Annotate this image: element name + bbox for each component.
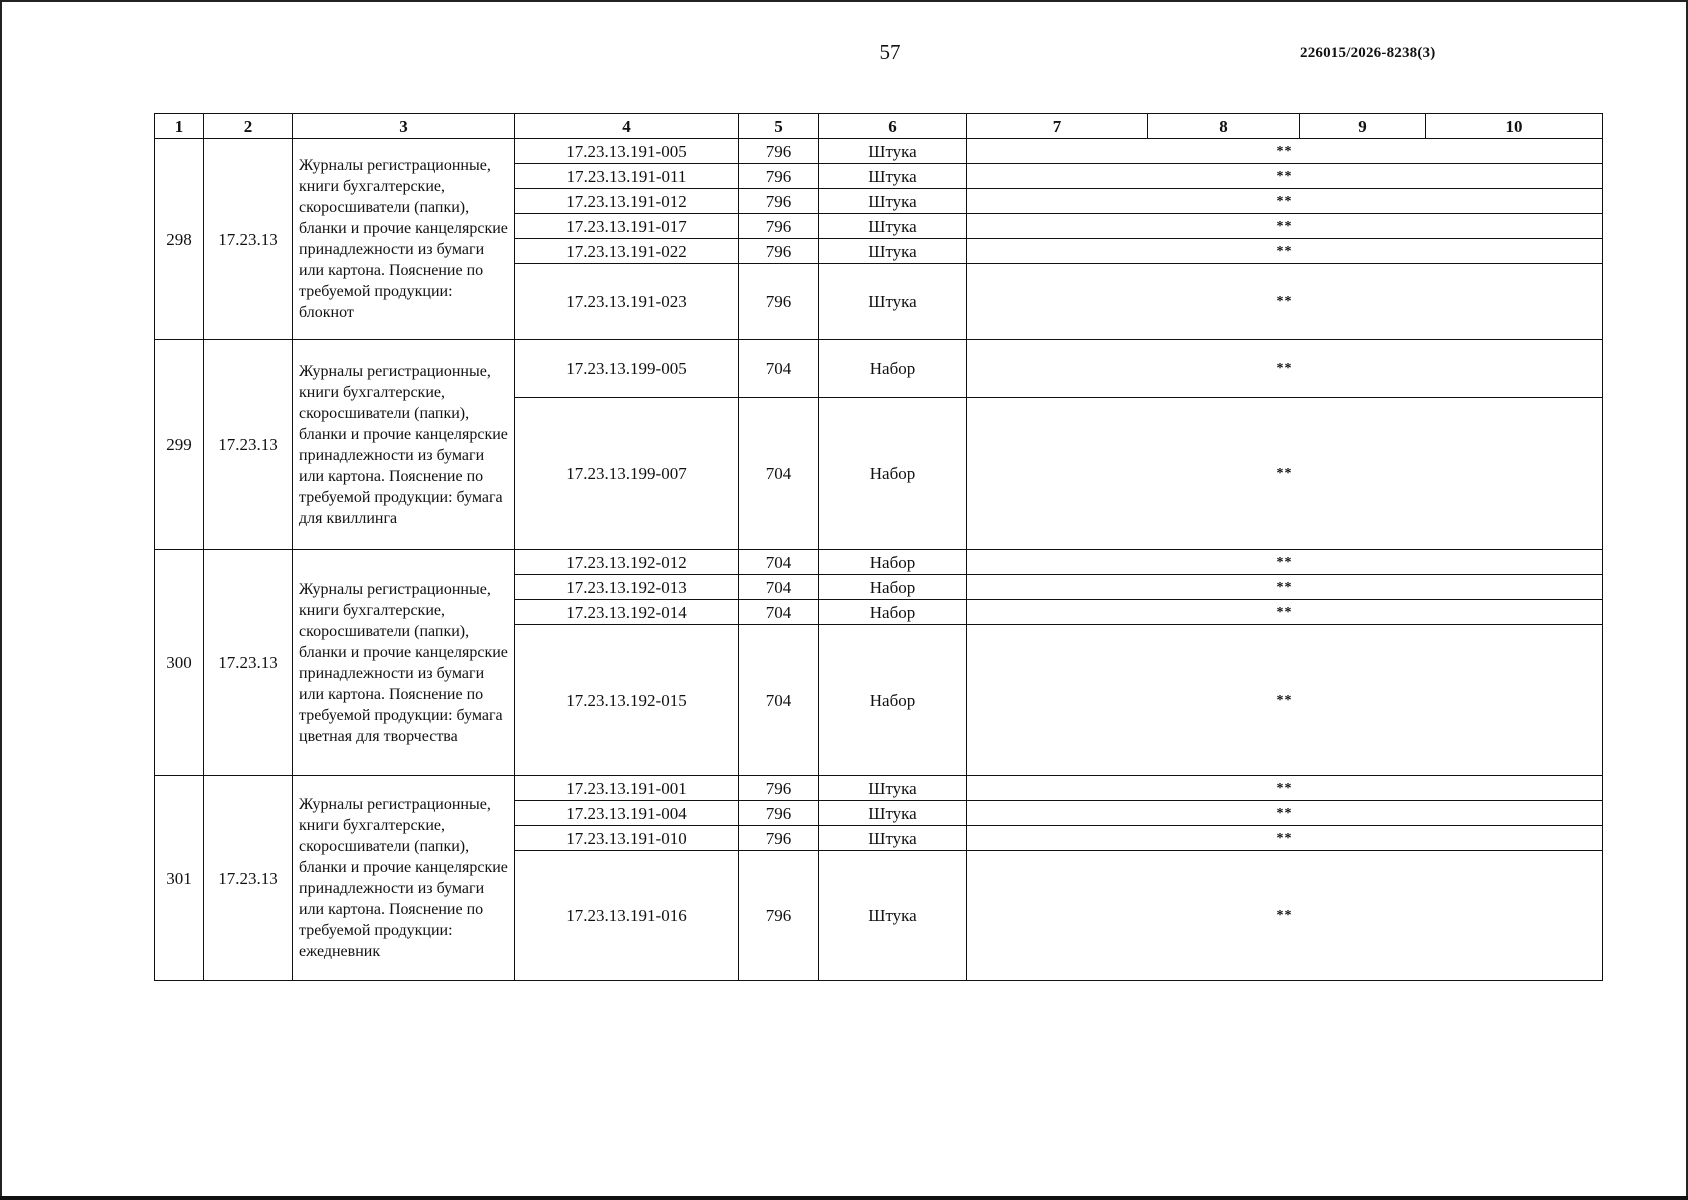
table-row (155, 776, 1603, 801)
header-col-8: 8 (1148, 114, 1300, 139)
item-code: 17.23.13.191-017 (515, 214, 739, 239)
okei-code: 796 (739, 801, 819, 826)
unit-name: Набор (819, 600, 967, 625)
unit-name: Штука (819, 239, 967, 264)
item-code: 17.23.13.191-012 (515, 189, 739, 214)
document-id: 226015/2026-8238(3) (1300, 45, 1436, 61)
item-code: 17.23.13.192-012 (515, 550, 739, 575)
characteristics-mark: ** (967, 214, 1603, 239)
characteristics-mark: ** (967, 776, 1603, 801)
okei-code: 704 (739, 550, 819, 575)
scan-edge-top (0, 0, 1688, 2)
header-col-2: 2 (204, 114, 293, 139)
okei-code: 796 (739, 239, 819, 264)
okei-code: 796 (739, 264, 819, 340)
okpd-code: 17.23.13 (204, 340, 293, 550)
okei-code: 704 (739, 600, 819, 625)
item-code: 17.23.13.192-014 (515, 600, 739, 625)
item-code: 17.23.13.192-015 (515, 625, 739, 776)
row-number: 301 (155, 776, 204, 981)
characteristics-mark: ** (967, 398, 1603, 550)
unit-name: Штука (819, 851, 967, 981)
item-code: 17.23.13.199-007 (515, 398, 739, 550)
characteristics-mark: ** (967, 801, 1603, 826)
item-code: 17.23.13.191-001 (515, 776, 739, 801)
page-number: 57 (879, 40, 901, 64)
unit-name: Штука (819, 801, 967, 826)
unit-name: Штука (819, 826, 967, 851)
okpd-code: 17.23.13 (204, 550, 293, 776)
okpd-code: 17.23.13 (204, 139, 293, 340)
item-code: 17.23.13.191-004 (515, 801, 739, 826)
header-col-9: 9 (1300, 114, 1426, 139)
characteristics-mark: ** (967, 340, 1603, 398)
unit-name: Набор (819, 398, 967, 550)
okei-code: 704 (739, 340, 819, 398)
characteristics-mark: ** (967, 851, 1603, 981)
characteristics-mark: ** (967, 826, 1603, 851)
okei-code: 796 (739, 214, 819, 239)
item-code: 17.23.13.192-013 (515, 575, 739, 600)
item-code: 17.23.13.191-005 (515, 139, 739, 164)
header-row (155, 114, 1603, 139)
row-number: 299 (155, 340, 204, 550)
okei-code: 796 (739, 776, 819, 801)
unit-name: Штука (819, 264, 967, 340)
table-row (155, 340, 1603, 398)
okei-code: 796 (739, 826, 819, 851)
product-description: Журналы регистрационные, книги бухгалтерские, скоросшиватели (папки), бланки и прочие канцелярские принадлежности из бумаги или картона. Пояснение по требуемой продукции: блокнот (293, 139, 515, 340)
unit-name: Штука (819, 776, 967, 801)
product-description: Журналы регистрационные, книги бухгалтерские, скоросшиватели (папки), бланки и прочие канцелярские принадлежности из бумаги или картона. Пояснение по требуемой продукции: бумага для квиллинга (293, 340, 515, 550)
header-col-7: 7 (967, 114, 1148, 139)
unit-name: Штука (819, 214, 967, 239)
item-code: 17.23.13.191-011 (515, 164, 739, 189)
okei-code: 704 (739, 625, 819, 776)
scan-edge-bottom (0, 1196, 1688, 1200)
header-col-3: 3 (293, 114, 515, 139)
header-col-1: 1 (155, 114, 204, 139)
characteristics-mark: ** (967, 164, 1603, 189)
header-col-6: 6 (819, 114, 967, 139)
products-table (154, 113, 1603, 981)
header-col-4: 4 (515, 114, 739, 139)
item-code: 17.23.13.199-005 (515, 340, 739, 398)
characteristics-mark: ** (967, 625, 1603, 776)
characteristics-mark: ** (967, 600, 1603, 625)
okei-code: 796 (739, 139, 819, 164)
okei-code: 796 (739, 164, 819, 189)
header-col-5: 5 (739, 114, 819, 139)
unit-name: Набор (819, 550, 967, 575)
characteristics-mark: ** (967, 575, 1603, 600)
characteristics-mark: ** (967, 239, 1603, 264)
item-code: 17.23.13.191-016 (515, 851, 739, 981)
product-description: Журналы регистрационные, книги бухгалтерские, скоросшиватели (папки), бланки и прочие канцелярские принадлежности из бумаги или картона. Пояснение по требуемой продукции: бумага цветная для творчества (293, 550, 515, 776)
scan-edge-left (0, 0, 2, 1200)
unit-name: Набор (819, 340, 967, 398)
table-row (155, 139, 1603, 164)
product-description: Журналы регистрационные, книги бухгалтерские, скоросшиватели (папки), бланки и прочие канцелярские принадлежности из бумаги или картона. Пояснение по требуемой продукции: ежедневник (293, 776, 515, 981)
table-row (155, 550, 1603, 575)
row-number: 298 (155, 139, 204, 340)
unit-name: Штука (819, 189, 967, 214)
unit-name: Штука (819, 164, 967, 189)
unit-name: Штука (819, 139, 967, 164)
okei-code: 796 (739, 851, 819, 981)
characteristics-mark: ** (967, 139, 1603, 164)
characteristics-mark: ** (967, 550, 1603, 575)
okei-code: 704 (739, 398, 819, 550)
item-code: 17.23.13.191-023 (515, 264, 739, 340)
okei-code: 796 (739, 189, 819, 214)
header-col-10: 10 (1426, 114, 1603, 139)
item-code: 17.23.13.191-022 (515, 239, 739, 264)
okei-code: 704 (739, 575, 819, 600)
row-number: 300 (155, 550, 204, 776)
unit-name: Набор (819, 575, 967, 600)
unit-name: Набор (819, 625, 967, 776)
item-code: 17.23.13.191-010 (515, 826, 739, 851)
characteristics-mark: ** (967, 264, 1603, 340)
characteristics-mark: ** (967, 189, 1603, 214)
okpd-code: 17.23.13 (204, 776, 293, 981)
